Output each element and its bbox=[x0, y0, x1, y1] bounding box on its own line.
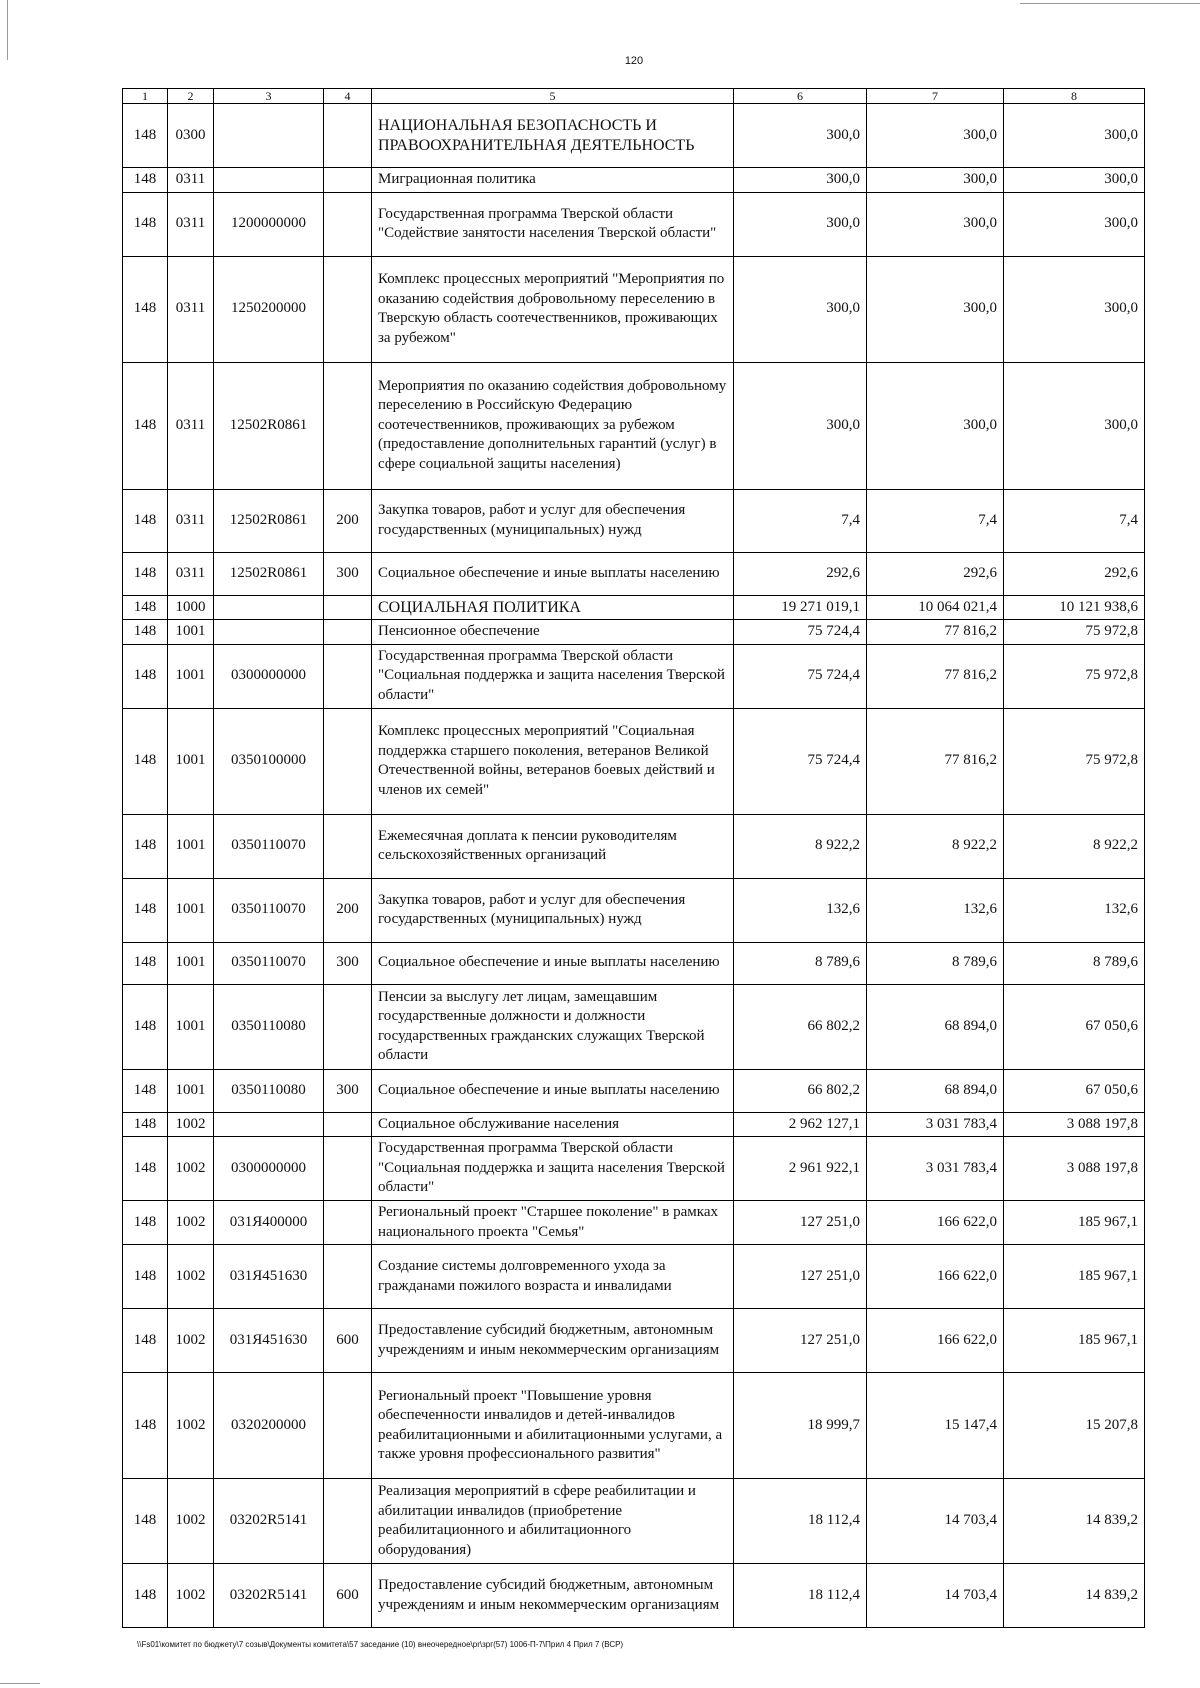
amount-year-1-cell: 75 724,4 bbox=[734, 620, 867, 645]
ministry-code-cell: 148 bbox=[123, 942, 168, 984]
ministry-code-cell: 148 bbox=[123, 984, 168, 1069]
ministry-code-cell: 148 bbox=[123, 708, 168, 814]
ministry-code-cell: 148 bbox=[123, 1373, 168, 1479]
item-name-cell: Миграционная политика bbox=[372, 168, 734, 193]
section-code-cell: 0311 bbox=[168, 362, 214, 489]
amount-year-1-cell: 127 251,0 bbox=[734, 1245, 867, 1309]
table-row bbox=[123, 552, 1145, 595]
section-code-cell: 0311 bbox=[168, 192, 214, 256]
table-row bbox=[123, 1479, 1145, 1564]
ministry-code-cell: 148 bbox=[123, 552, 168, 595]
amount-year-2-cell: 166 622,0 bbox=[867, 1245, 1004, 1309]
table-row bbox=[123, 644, 1145, 708]
amount-year-3-cell: 67 050,6 bbox=[1004, 984, 1145, 1069]
expense-type-cell bbox=[324, 362, 372, 489]
ministry-code-cell: 148 bbox=[123, 1479, 168, 1564]
table-row bbox=[123, 595, 1145, 620]
amount-year-1-cell: 8 922,2 bbox=[734, 814, 867, 878]
target-article-cell bbox=[214, 104, 324, 168]
amount-year-3-cell: 75 972,8 bbox=[1004, 620, 1145, 645]
amount-year-1-cell: 75 724,4 bbox=[734, 644, 867, 708]
amount-year-2-cell: 300,0 bbox=[867, 362, 1004, 489]
ministry-code-cell: 148 bbox=[123, 814, 168, 878]
header-cell-1: 1 bbox=[123, 89, 168, 104]
item-name-cell: Региональный проект "Повышение уровня обеспеченности инвалидов и детей-инвалидов реабилитационными и абилитационными услугами, а также уровня профессионального развития" bbox=[372, 1373, 734, 1479]
ministry-code-cell: 148 bbox=[123, 620, 168, 645]
target-article-cell: 0300000000 bbox=[214, 644, 324, 708]
amount-year-1-cell: 18 112,4 bbox=[734, 1564, 867, 1628]
amount-year-1-cell: 127 251,0 bbox=[734, 1201, 867, 1245]
header-cell-5: 5 bbox=[372, 89, 734, 104]
table-row bbox=[123, 708, 1145, 814]
amount-year-3-cell: 8 922,2 bbox=[1004, 814, 1145, 878]
table-header-row bbox=[123, 89, 1145, 104]
scan-edge-line-left bbox=[7, 0, 8, 60]
amount-year-2-cell: 10 064 021,4 bbox=[867, 595, 1004, 620]
amount-year-3-cell: 3 088 197,8 bbox=[1004, 1137, 1145, 1201]
expense-type-cell bbox=[324, 1137, 372, 1201]
section-code-cell: 1002 bbox=[168, 1479, 214, 1564]
amount-year-2-cell: 77 816,2 bbox=[867, 644, 1004, 708]
amount-year-2-cell: 300,0 bbox=[867, 168, 1004, 193]
table-row bbox=[123, 1069, 1145, 1112]
section-code-cell: 1001 bbox=[168, 878, 214, 942]
expense-type-cell bbox=[324, 708, 372, 814]
expense-type-cell bbox=[324, 595, 372, 620]
table-row bbox=[123, 1309, 1145, 1373]
expense-type-cell bbox=[324, 104, 372, 168]
amount-year-1-cell: 66 802,2 bbox=[734, 1069, 867, 1112]
footer-file-path: \\Fs01\комитет по бюджету\7 созыв\Документы комитета\57 заседание (10) внеочередное\pr\зрг(57) 1006-П-7\Прил 4 Прил 7 (ВСР) bbox=[137, 1640, 624, 1649]
table-row bbox=[123, 814, 1145, 878]
section-code-cell: 1002 bbox=[168, 1245, 214, 1309]
amount-year-2-cell: 7,4 bbox=[867, 489, 1004, 552]
header-cell-4: 4 bbox=[324, 89, 372, 104]
amount-year-3-cell: 300,0 bbox=[1004, 362, 1145, 489]
target-article-cell: 031Я400000 bbox=[214, 1201, 324, 1245]
amount-year-2-cell: 8 789,6 bbox=[867, 942, 1004, 984]
amount-year-3-cell: 300,0 bbox=[1004, 168, 1145, 193]
amount-year-1-cell: 66 802,2 bbox=[734, 984, 867, 1069]
target-article-cell: 0350110080 bbox=[214, 1069, 324, 1112]
item-name-cell: Ежемесячная доплата к пенсии руководителям сельскохозяйственных организаций bbox=[372, 814, 734, 878]
ministry-code-cell: 148 bbox=[123, 192, 168, 256]
section-code-cell: 1002 bbox=[168, 1137, 214, 1201]
table-row bbox=[123, 984, 1145, 1069]
amount-year-3-cell: 300,0 bbox=[1004, 192, 1145, 256]
expense-type-cell: 300 bbox=[324, 942, 372, 984]
item-name-cell: Мероприятия по оказанию содействия добровольному переселению в Российскую Федерацию соотечественников, проживающих за рубежом (предоставление дополнительных гарантий (услуг) в сфере социальной защиты населения) bbox=[372, 362, 734, 489]
amount-year-1-cell: 2 962 127,1 bbox=[734, 1112, 867, 1137]
item-name-cell: Предоставление субсидий бюджетным, автономным учреждениям и иным некоммерческим организациям bbox=[372, 1309, 734, 1373]
header-cell-7: 7 bbox=[867, 89, 1004, 104]
expense-type-cell bbox=[324, 814, 372, 878]
target-article-cell bbox=[214, 1112, 324, 1137]
target-article-cell: 1250200000 bbox=[214, 256, 324, 362]
expense-type-cell bbox=[324, 168, 372, 193]
amount-year-3-cell: 300,0 bbox=[1004, 104, 1145, 168]
target-article-cell: 031Я451630 bbox=[214, 1245, 324, 1309]
amount-year-1-cell: 18 112,4 bbox=[734, 1479, 867, 1564]
item-name-cell: Социальное обеспечение и иные выплаты населению bbox=[372, 552, 734, 595]
target-article-cell: 0350110080 bbox=[214, 984, 324, 1069]
target-article-cell: 12502R0861 bbox=[214, 362, 324, 489]
expense-type-cell bbox=[324, 620, 372, 645]
table-row bbox=[123, 1137, 1145, 1201]
amount-year-3-cell: 3 088 197,8 bbox=[1004, 1112, 1145, 1137]
amount-year-1-cell: 7,4 bbox=[734, 489, 867, 552]
item-name-cell: Государственная программа Тверской области "Социальная поддержка и защита населения Тверской области" bbox=[372, 644, 734, 708]
expense-type-cell bbox=[324, 1373, 372, 1479]
expense-type-cell bbox=[324, 256, 372, 362]
expense-type-cell bbox=[324, 1201, 372, 1245]
scan-edge-line-bottom bbox=[0, 1683, 40, 1684]
amount-year-2-cell: 3 031 783,4 bbox=[867, 1112, 1004, 1137]
target-article-cell: 1200000000 bbox=[214, 192, 324, 256]
item-name-cell: СОЦИАЛЬНАЯ ПОЛИТИКА bbox=[372, 595, 734, 620]
section-code-cell: 1001 bbox=[168, 814, 214, 878]
amount-year-2-cell: 300,0 bbox=[867, 256, 1004, 362]
amount-year-3-cell: 185 967,1 bbox=[1004, 1309, 1145, 1373]
item-name-cell: Пенсии за выслугу лет лицам, замещавшим государственные должности и должности государственных гражданских служащих Тверской области bbox=[372, 984, 734, 1069]
amount-year-2-cell: 166 622,0 bbox=[867, 1309, 1004, 1373]
table-row bbox=[123, 1564, 1145, 1628]
amount-year-2-cell: 300,0 bbox=[867, 104, 1004, 168]
ministry-code-cell: 148 bbox=[123, 1564, 168, 1628]
amount-year-1-cell: 132,6 bbox=[734, 878, 867, 942]
amount-year-3-cell: 292,6 bbox=[1004, 552, 1145, 595]
amount-year-3-cell: 300,0 bbox=[1004, 256, 1145, 362]
amount-year-2-cell: 14 703,4 bbox=[867, 1479, 1004, 1564]
item-name-cell: Реализация мероприятий в сфере реабилитации и абилитации инвалидов (приобретение реабилитационного и абилитационного оборудования) bbox=[372, 1479, 734, 1564]
target-article-cell bbox=[214, 168, 324, 193]
expense-type-cell bbox=[324, 1245, 372, 1309]
amount-year-3-cell: 67 050,6 bbox=[1004, 1069, 1145, 1112]
table-row bbox=[123, 489, 1145, 552]
amount-year-2-cell: 166 622,0 bbox=[867, 1201, 1004, 1245]
amount-year-1-cell: 300,0 bbox=[734, 362, 867, 489]
ministry-code-cell: 148 bbox=[123, 1245, 168, 1309]
page-number: 120 bbox=[624, 55, 644, 67]
table-row bbox=[123, 362, 1145, 489]
expense-type-cell: 600 bbox=[324, 1309, 372, 1373]
ministry-code-cell: 148 bbox=[123, 1309, 168, 1373]
item-name-cell: Создание системы долговременного ухода за гражданами пожилого возраста и инвалидами bbox=[372, 1245, 734, 1309]
amount-year-2-cell: 15 147,4 bbox=[867, 1373, 1004, 1479]
ministry-code-cell: 148 bbox=[123, 168, 168, 193]
amount-year-3-cell: 75 972,8 bbox=[1004, 708, 1145, 814]
table-row bbox=[123, 192, 1145, 256]
item-name-cell: Региональный проект "Старшее поколение" в рамках национального проекта "Семья" bbox=[372, 1201, 734, 1245]
amount-year-2-cell: 14 703,4 bbox=[867, 1564, 1004, 1628]
ministry-code-cell: 148 bbox=[123, 1112, 168, 1137]
table-row bbox=[123, 1245, 1145, 1309]
item-name-cell: Закупка товаров, работ и услуг для обеспечения государственных (муниципальных) нужд bbox=[372, 489, 734, 552]
expense-type-cell bbox=[324, 192, 372, 256]
section-code-cell: 1002 bbox=[168, 1201, 214, 1245]
ministry-code-cell: 148 bbox=[123, 595, 168, 620]
amount-year-2-cell: 300,0 bbox=[867, 192, 1004, 256]
amount-year-3-cell: 185 967,1 bbox=[1004, 1245, 1145, 1309]
section-code-cell: 0311 bbox=[168, 168, 214, 193]
item-name-cell: Социальное обеспечение и иные выплаты населению bbox=[372, 1069, 734, 1112]
amount-year-2-cell: 68 894,0 bbox=[867, 1069, 1004, 1112]
section-code-cell: 1001 bbox=[168, 644, 214, 708]
item-name-cell: Пенсионное обеспечение bbox=[372, 620, 734, 645]
amount-year-2-cell: 8 922,2 bbox=[867, 814, 1004, 878]
header-cell-2: 2 bbox=[168, 89, 214, 104]
ministry-code-cell: 148 bbox=[123, 1201, 168, 1245]
expense-type-cell: 200 bbox=[324, 489, 372, 552]
target-article-cell: 12502R0861 bbox=[214, 552, 324, 595]
expense-type-cell bbox=[324, 1479, 372, 1564]
ministry-code-cell: 148 bbox=[123, 1069, 168, 1112]
amount-year-3-cell: 132,6 bbox=[1004, 878, 1145, 942]
amount-year-3-cell: 14 839,2 bbox=[1004, 1564, 1145, 1628]
amount-year-1-cell: 300,0 bbox=[734, 192, 867, 256]
amount-year-1-cell: 8 789,6 bbox=[734, 942, 867, 984]
amount-year-1-cell: 18 999,7 bbox=[734, 1373, 867, 1479]
target-article-cell: 0320200000 bbox=[214, 1373, 324, 1479]
section-code-cell: 1001 bbox=[168, 620, 214, 645]
target-article-cell: 03202R5141 bbox=[214, 1564, 324, 1628]
item-name-cell: Государственная программа Тверской области "Содействие занятости населения Тверской области" bbox=[372, 192, 734, 256]
amount-year-1-cell: 292,6 bbox=[734, 552, 867, 595]
item-name-cell: Комплекс процессных мероприятий "Социальная поддержка старшего поколения, ветеранов Великой Отечественной войны, ветеранов боевых действий и членов их семей" bbox=[372, 708, 734, 814]
item-name-cell: Закупка товаров, работ и услуг для обеспечения государственных (муниципальных) нужд bbox=[372, 878, 734, 942]
table-row bbox=[123, 1373, 1145, 1479]
table-row bbox=[123, 878, 1145, 942]
amount-year-1-cell: 300,0 bbox=[734, 168, 867, 193]
ministry-code-cell: 148 bbox=[123, 644, 168, 708]
target-article-cell: 031Я451630 bbox=[214, 1309, 324, 1373]
ministry-code-cell: 148 bbox=[123, 104, 168, 168]
table-row bbox=[123, 1201, 1145, 1245]
amount-year-1-cell: 2 961 922,1 bbox=[734, 1137, 867, 1201]
amount-year-2-cell: 132,6 bbox=[867, 878, 1004, 942]
section-code-cell: 1002 bbox=[168, 1564, 214, 1628]
expense-type-cell: 200 bbox=[324, 878, 372, 942]
table-row bbox=[123, 104, 1145, 168]
section-code-cell: 1002 bbox=[168, 1309, 214, 1373]
amount-year-2-cell: 3 031 783,4 bbox=[867, 1137, 1004, 1201]
amount-year-3-cell: 14 839,2 bbox=[1004, 1479, 1145, 1564]
target-article-cell: 0350110070 bbox=[214, 942, 324, 984]
target-article-cell: 03202R5141 bbox=[214, 1479, 324, 1564]
section-code-cell: 1001 bbox=[168, 984, 214, 1069]
table-row bbox=[123, 620, 1145, 645]
table-row bbox=[123, 168, 1145, 193]
ministry-code-cell: 148 bbox=[123, 1137, 168, 1201]
item-name-cell: НАЦИОНАЛЬНАЯ БЕЗОПАСНОСТЬ И ПРАВООХРАНИТЕЛЬНАЯ ДЕЯТЕЛЬНОСТЬ bbox=[372, 104, 734, 168]
target-article-cell: 0350110070 bbox=[214, 878, 324, 942]
section-code-cell: 0311 bbox=[168, 256, 214, 362]
section-code-cell: 1000 bbox=[168, 595, 214, 620]
amount-year-3-cell: 7,4 bbox=[1004, 489, 1145, 552]
section-code-cell: 0300 bbox=[168, 104, 214, 168]
target-article-cell: 12502R0861 bbox=[214, 489, 324, 552]
amount-year-3-cell: 8 789,6 bbox=[1004, 942, 1145, 984]
amount-year-2-cell: 292,6 bbox=[867, 552, 1004, 595]
amount-year-1-cell: 19 271 019,1 bbox=[734, 595, 867, 620]
amount-year-3-cell: 185 967,1 bbox=[1004, 1201, 1145, 1245]
amount-year-2-cell: 68 894,0 bbox=[867, 984, 1004, 1069]
target-article-cell: 0300000000 bbox=[214, 1137, 324, 1201]
amount-year-2-cell: 77 816,2 bbox=[867, 708, 1004, 814]
ministry-code-cell: 148 bbox=[123, 256, 168, 362]
amount-year-1-cell: 300,0 bbox=[734, 256, 867, 362]
expense-type-cell: 600 bbox=[324, 1564, 372, 1628]
amount-year-3-cell: 10 121 938,6 bbox=[1004, 595, 1145, 620]
expense-type-cell: 300 bbox=[324, 552, 372, 595]
expense-type-cell bbox=[324, 984, 372, 1069]
expense-type-cell: 300 bbox=[324, 1069, 372, 1112]
section-code-cell: 1002 bbox=[168, 1112, 214, 1137]
amount-year-1-cell: 127 251,0 bbox=[734, 1309, 867, 1373]
header-cell-8: 8 bbox=[1004, 89, 1145, 104]
target-article-cell bbox=[214, 620, 324, 645]
target-article-cell: 0350100000 bbox=[214, 708, 324, 814]
target-article-cell bbox=[214, 595, 324, 620]
item-name-cell: Социальное обеспечение и иные выплаты населению bbox=[372, 942, 734, 984]
expense-type-cell bbox=[324, 1112, 372, 1137]
amount-year-3-cell: 15 207,8 bbox=[1004, 1373, 1145, 1479]
expense-type-cell bbox=[324, 644, 372, 708]
section-code-cell: 1002 bbox=[168, 1373, 214, 1479]
scan-edge-line-top bbox=[1020, 3, 1200, 4]
section-code-cell: 0311 bbox=[168, 552, 214, 595]
amount-year-1-cell: 300,0 bbox=[734, 104, 867, 168]
table-row bbox=[123, 256, 1145, 362]
section-code-cell: 1001 bbox=[168, 708, 214, 814]
target-article-cell: 0350110070 bbox=[214, 814, 324, 878]
table-body bbox=[123, 89, 1145, 1628]
header-cell-6: 6 bbox=[734, 89, 867, 104]
table-row bbox=[123, 1112, 1145, 1137]
ministry-code-cell: 148 bbox=[123, 489, 168, 552]
item-name-cell: Комплекс процессных мероприятий "Мероприятия по оказанию содействия добровольному переселению в Тверскую область соотечественников, проживающих за рубежом" bbox=[372, 256, 734, 362]
ministry-code-cell: 148 bbox=[123, 362, 168, 489]
ministry-code-cell: 148 bbox=[123, 878, 168, 942]
section-code-cell: 1001 bbox=[168, 1069, 214, 1112]
amount-year-2-cell: 77 816,2 bbox=[867, 620, 1004, 645]
section-code-cell: 0311 bbox=[168, 489, 214, 552]
item-name-cell: Социальное обслуживание населения bbox=[372, 1112, 734, 1137]
table-row bbox=[123, 942, 1145, 984]
amount-year-1-cell: 75 724,4 bbox=[734, 708, 867, 814]
header-cell-3: 3 bbox=[214, 89, 324, 104]
section-code-cell: 1001 bbox=[168, 942, 214, 984]
item-name-cell: Государственная программа Тверской области "Социальная поддержка и защита населения Тверской области" bbox=[372, 1137, 734, 1201]
item-name-cell: Предоставление субсидий бюджетным, автономным учреждениям и иным некоммерческим организациям bbox=[372, 1564, 734, 1628]
amount-year-3-cell: 75 972,8 bbox=[1004, 644, 1145, 708]
budget-table bbox=[122, 88, 1145, 1628]
